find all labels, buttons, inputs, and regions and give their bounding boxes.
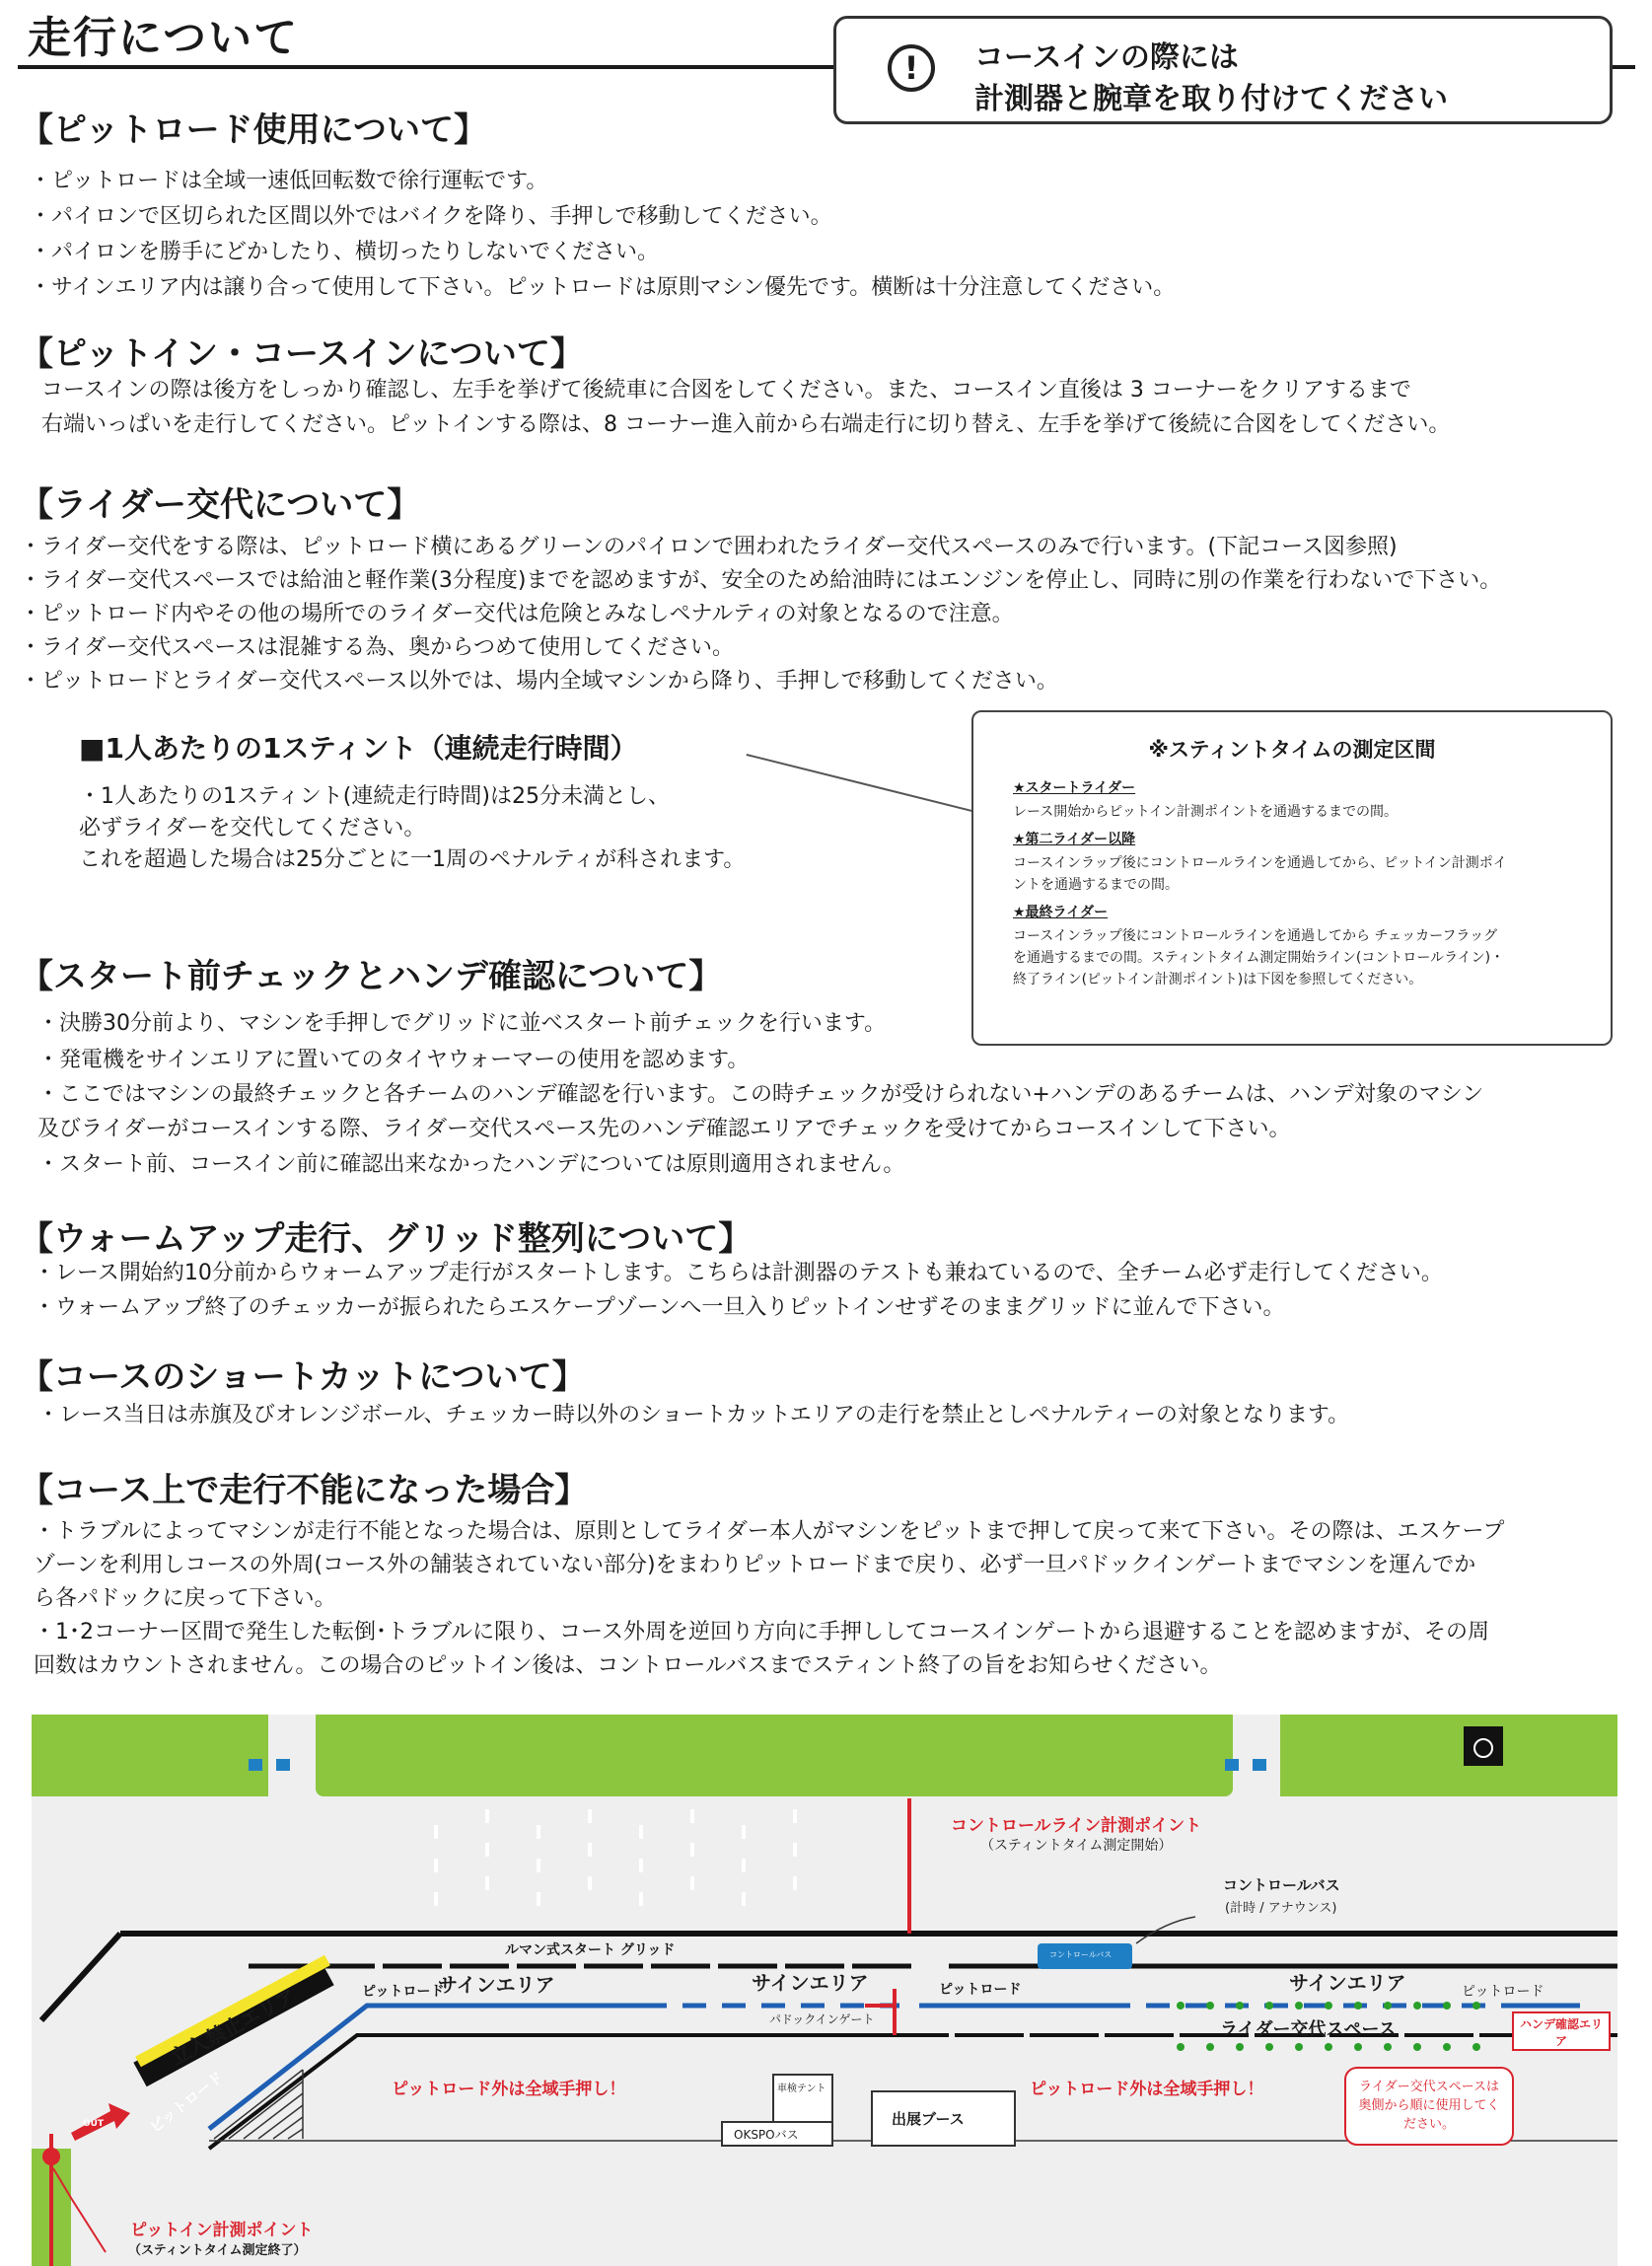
pitroad-label: ピットロード (1462, 1984, 1544, 2000)
no-entry-label: 立入禁止エリア (166, 1983, 300, 2070)
sign-area-label: サインエリア (438, 1973, 555, 1997)
notice-box (833, 16, 1613, 124)
section-heading-warmup: 【ウォームアップ走行、グリッド整列について】 (20, 1219, 753, 1259)
rider-item: ・ライダー交代スペースは混雑する為、奥からつめて使用してください。 (20, 635, 735, 660)
exclamation-icon: ! (888, 44, 935, 92)
stint-box-subheading: ★最終ライダー (1013, 905, 1109, 920)
precheck-item: ・決勝30分前より、マシンを手押しでグリッドに並べスタート前チェックを行います。 (37, 1011, 887, 1036)
rider-space-label: ライダー交代スペース (1220, 2019, 1397, 2040)
shortcut-item: ・レース当日は赤旗及びオレンジボール、チェッカー時以外のショートカットエリアの走行を禁止としペナルティーの対象となります。 (37, 1403, 1350, 1427)
callout-connector (747, 754, 974, 813)
precheck-item: ・スタート前、コースイン前に確認出来なかったハンデについては原則適用されません。 (37, 1152, 905, 1177)
rider-item: ・ピットロード内やその他の場所でのライダー交代は危険とみなしペナルティの対象となるので注意。 (20, 602, 1014, 626)
grid-label: ルマン式スタート グリッド (505, 1942, 676, 1958)
pitroad-label: ピットロード (362, 1984, 445, 2000)
stuck-item: 回数はカウントされません。この場合のピットイン後は、コントロールバスまでスティント終了の旨をお知らせください。 (34, 1653, 1222, 1678)
stint-heading: ■1人あたりの1スティント（連続走行時間） (79, 732, 638, 765)
stuck-item: ・トラブルによってマシンが走行不能となった場合は、原則としてライダー本人がマシンをピットまで押して戻って来て下さい。その際は、エスケープ (34, 1519, 1505, 1544)
pitroad-diag-label: ピットロード (146, 2068, 227, 2137)
stint-box-title: ※スティントタイムの測定区間 (1148, 738, 1436, 762)
tent-label: 車検テント (777, 2083, 826, 2094)
marker (1253, 1759, 1266, 1771)
precheck-item: ・発電機をサインエリアに置いてのタイヤウォーマーの使用を認めます。 (37, 1048, 750, 1072)
sign-area-label: サインエリア (1289, 1971, 1406, 1995)
section-heading-rider: 【ライダー交代について】 (20, 485, 421, 525)
hande-area-label: ハンデ確認エリア (1519, 2017, 1603, 2048)
pitroad-item: ・ピットロードは全域一速低回転数で徐行運転です。 (30, 169, 548, 193)
pitin-point-label: ピットイン計測ポイント (130, 2221, 314, 2240)
stint-box-line: を通過するまでの間。スティントタイム測定開始ライン(コントロールライン)・ (1013, 950, 1505, 966)
section-heading-shortcut: 【コースのショートカットについて】 (20, 1357, 586, 1397)
stint-item: 必ずライダーを交代してください。 (79, 816, 426, 841)
pitin-item: コースインの際は後方をしっかり確認し、左手を挙げて後続車に合図をしてください。また、コースイン直後は 3 コーナーをクリアするまで (41, 378, 1411, 402)
page-title: 走行について (28, 13, 300, 63)
grid-markers (434, 1809, 797, 1906)
push-warning: ピットロード外は全域手押し！ (1030, 2080, 1264, 2099)
section-heading-pitroad: 【ピットロード使用について】 (20, 110, 487, 150)
pitroad-item: ・サインエリア内は譲り合って使用して下さい。ピットロードは原則マシン優先です。横断は十分注意してください。 (30, 275, 1176, 300)
control-bus-label: コントロールバス (1223, 1876, 1340, 1894)
rider-item: ・ライダー交代をする際は、ピットロード横にあるグリーンのパイロンで囲われたライダー交代スペースのみで行います。(下記コース図参照) (20, 535, 1398, 559)
stint-box-line: レース開始からピットイン計測ポイントを通過するまでの間。 (1013, 804, 1399, 820)
section-heading-stuck: 【コース上で走行不能になった場合】 (20, 1471, 589, 1510)
notice-line-2: 計測器と腕章を取り付けてください (974, 82, 1448, 116)
stint-item: ・1人あたりの1スティント(連続走行時間)は25分未満とし、 (79, 784, 670, 809)
sign-area-label: サインエリア (752, 1971, 869, 1995)
rider-item: ・ライダー交代スペースでは給油と軽作業(3分程度)までを認めますが、安全のため給油時にはエンジンを停止し、同時に別の作業を行わないで下さい。 (20, 568, 1502, 593)
stuck-item: ゾーンを利用しコースの外周(コース外の舗装されていない部分)をまわりピットロードまで戻り、必ず一旦パドックインゲートまでマシンを運んでか (34, 1553, 1476, 1577)
notice-line-1: コースインの際には (974, 40, 1239, 75)
pitin-item: 右端いっぱいを走行してください。ピットインする際は、8 コーナー進入前から右端走行に切り替え、左手を挙げて後続に合図をしてください。 (41, 412, 1451, 437)
course-map (32, 1715, 1617, 2266)
clock-icon (1464, 1726, 1503, 1766)
stint-measure-box (971, 710, 1613, 1046)
marker (276, 1759, 290, 1771)
stint-box-line: コースインラップ後にコントロールラインを通過してから チェッカーフラッグ (1013, 928, 1498, 944)
rider-item: ・ピットロードとライダー交代スペース以外では、場内全域マシンから降り、手押しで移動してください。 (20, 669, 1058, 694)
section-heading-precheck: 【スタート前チェックとハンデ確認について】 (20, 957, 723, 996)
warmup-item: ・レース開始約10分前からウォームアップ走行がスタートします。こちらは計測器のテストも兼ねているので、全チーム必ず走行してください。 (34, 1261, 1443, 1285)
control-bus-sublabel: (計時 / アナウンス) (1225, 1901, 1337, 1916)
pitroad-item: ・パイロンで区切られた区間以外ではバイクを降り、手押しで移動してください。 (30, 204, 832, 229)
stuck-item: ・1･2コーナー区間で発生した転倒･トラブルに限り、コース外周を逆回り方向に手押ししてコースインゲートから退避することを認めますが、その周 (34, 1620, 1490, 1645)
bus-label: コントロールバス (1049, 1950, 1113, 1959)
booth-label: 出展ブース (892, 2110, 965, 2128)
marker (1225, 1759, 1239, 1771)
control-line-label: コントロールライン計測ポイント (951, 1816, 1202, 1836)
stint-item: これを超過した場合は25分ごとに一1周のペナルティが科されます。 (79, 847, 746, 872)
stint-box-line: 終了ライン(ピットイン計測ポイント)は下図を参照してください。 (1013, 972, 1423, 987)
control-line-sublabel: （スティントタイム測定開始） (980, 1838, 1173, 1854)
out-label: OUT (83, 2119, 105, 2129)
pitroad-item: ・パイロンを勝手にどかしたり、横切ったりしないでください。 (30, 240, 660, 264)
okspo-label: OKSPOバス (734, 2128, 799, 2142)
stuck-item: ら各パドックに戻って下さい。 (34, 1586, 336, 1611)
section-heading-pitin: 【ピットイン・コースインについて】 (20, 334, 584, 374)
pitin-point-sublabel: （スティントタイム測定終了） (128, 2243, 307, 2258)
push-warning: ピットロード外は全域手押し！ (392, 2080, 626, 2099)
paddock-gate-label: パドックインゲート (769, 2012, 875, 2026)
precheck-item: ・ここではマシンの最終チェックと各チームのハンデ確認を行います。この時チェックが受けられない+ハンデのあるチームは、ハンデ対象のマシン (37, 1082, 1484, 1107)
precheck-item: 及びライダーがコースインする際、ライダー交代スペース先のハンデ確認エリアでチェックを受けてからコースインして下さい。 (37, 1117, 1291, 1141)
stint-box-line: ントを通過するまでの間。 (1013, 877, 1179, 893)
pitroad-label: ピットロード (939, 1982, 1022, 1998)
stint-box-line: コースインラップ後にコントロールラインを通過してから、ピットイン計測ポイ (1013, 855, 1507, 871)
stint-box-subheading: ★スタートライダー (1013, 780, 1136, 796)
bubble-note: ライダー交代スペースは奥側から順に使用してください。 (1358, 2080, 1500, 2132)
warmup-item: ・ウォームアップ終了のチェッカーが振られたらエスケープゾーンへ一旦入りピットインせずそのままグリッドに並んで下さい。 (34, 1295, 1285, 1320)
marker (249, 1759, 262, 1771)
stint-box-subheading: ★第二ライダー以降 (1013, 832, 1136, 847)
